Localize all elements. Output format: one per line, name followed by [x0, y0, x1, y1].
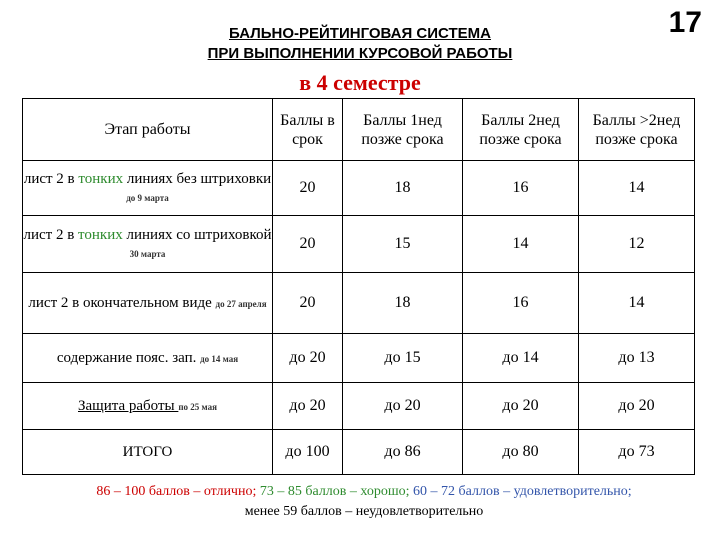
score-cell: 20: [273, 161, 343, 216]
grade-fail: менее 59 баллов – неудовлетворительно: [244, 504, 484, 519]
page-subtitle: в 4 семестре: [299, 70, 421, 95]
grade-excellent: 86 – 100 баллов – отлично;: [96, 484, 257, 499]
header-on-time: Баллы в срок: [273, 99, 343, 161]
table-row: [23, 273, 695, 334]
score-cell: до 73: [579, 430, 695, 475]
stage-cell: ИТОГО: [23, 430, 273, 475]
grading-scale: [14, 482, 714, 522]
grading-line-1: [14, 482, 714, 502]
score-cell: 14: [579, 161, 695, 216]
table-row: [23, 334, 695, 383]
header-1-week-late: Баллы 1нед позже срока: [343, 99, 463, 161]
deadline: до 14 мая: [200, 353, 239, 364]
score-cell: до 20: [463, 383, 579, 430]
score-cell: 14: [579, 273, 695, 334]
deadline: 30 марта: [129, 248, 166, 259]
table-row: [23, 216, 695, 273]
score-cell: 16: [463, 161, 579, 216]
header-2-weeks-late: Баллы 2нед позже срока: [463, 99, 579, 161]
deadline: до 9 марта: [126, 192, 169, 203]
score-cell: 20: [273, 216, 343, 273]
score-cell: до 80: [463, 430, 579, 475]
score-cell: до 86: [343, 430, 463, 475]
stage-cell: содержание пояс. зап. до 14 мая: [23, 334, 273, 383]
score-cell: 18: [343, 273, 463, 334]
grade-good: 73 – 85 баллов – хорошо;: [259, 484, 410, 499]
table-row-total: [23, 430, 695, 475]
grade-satisfactory: 60 – 72 баллов – удовлетворительно;: [413, 484, 632, 499]
header-stage: Этап работы: [23, 99, 273, 161]
slide-number: 17: [668, 6, 702, 39]
deadline: до 27 апреля: [215, 298, 267, 309]
score-cell: 15: [343, 216, 463, 273]
score-cell: до 20: [273, 383, 343, 430]
title-line-1: БАЛЬНО-РЕЙТИНГОВАЯ СИСТЕМА: [228, 25, 491, 42]
stage-cell: лист 2 в тонких линиях со штриховкой 30 марта: [23, 216, 273, 273]
score-cell: 14: [463, 216, 579, 273]
deadline: по 25 мая: [178, 401, 217, 412]
score-cell: до 20: [579, 383, 695, 430]
score-cell: до 20: [273, 334, 343, 383]
score-cell: до 14: [463, 334, 579, 383]
stage-cell: Защита работы по 25 мая: [23, 383, 273, 430]
stage-cell: лист 2 в тонких линиях без штриховки до 9 марта: [23, 161, 273, 216]
score-cell: до 100: [273, 430, 343, 475]
table-row: [23, 383, 695, 430]
title-line-2: ПРИ ВЫПОЛНЕНИИ КУРСОВОЙ РАБОТЫ: [207, 45, 513, 62]
page-title: [150, 24, 570, 64]
header-over-2-weeks-late: Баллы >2нед позже срока: [579, 99, 695, 161]
score-cell: 12: [579, 216, 695, 273]
score-cell: до 20: [343, 383, 463, 430]
score-cell: 20: [273, 273, 343, 334]
stage-cell: лист 2 в окончательном виде до 27 апреля: [23, 273, 273, 334]
table-header-row: [23, 99, 695, 161]
score-cell: до 13: [579, 334, 695, 383]
score-cell: 16: [463, 273, 579, 334]
rating-table: [22, 98, 695, 475]
table-row: [23, 161, 695, 216]
score-cell: 18: [343, 161, 463, 216]
score-cell: до 15: [343, 334, 463, 383]
